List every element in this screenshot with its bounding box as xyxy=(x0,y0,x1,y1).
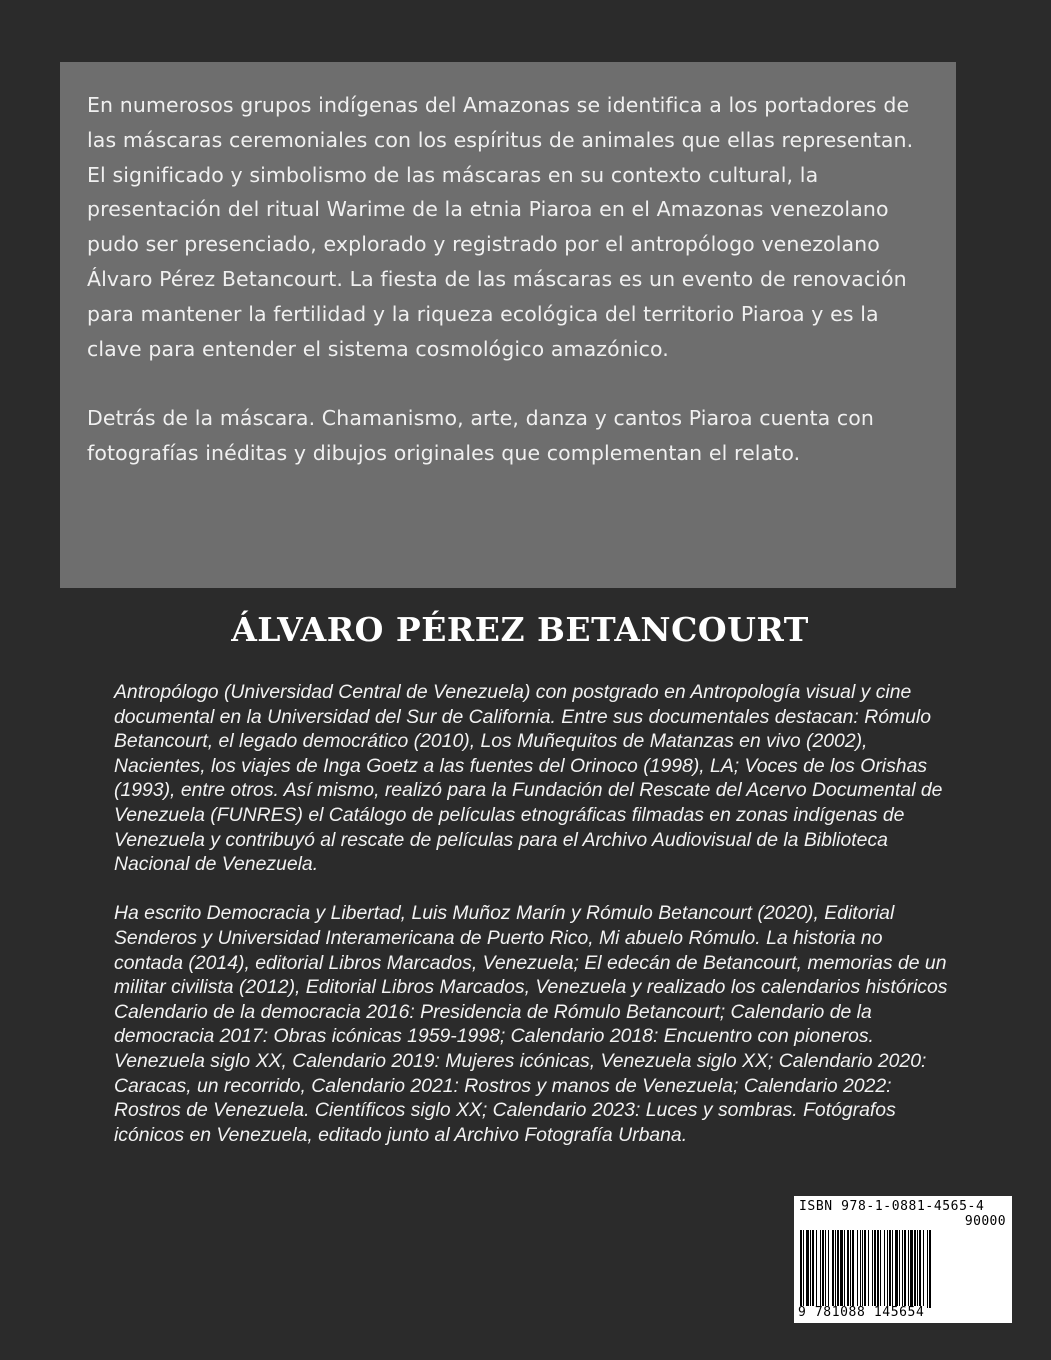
price-code: 90000 xyxy=(964,1214,1006,1229)
synopsis-paragraph-2: Detrás de la máscara. Chamanismo, arte, danza y cantos Piaroa cuenta con fotografías inéditas y dibujos originales que complementan el relato. xyxy=(87,406,875,465)
author-bio-paragraph-1: Antropólogo (Universidad Central de Venezuela) con postgrado en Antropología visual y cine documental en la Universidad del Sur de California. Entre sus documentales destacan: Rómulo Betancourt, el legado democrático (2010), Los Muñequitos de Matanzas en vivo (2002), Nacientes, los viajes de Inga Goetz a las fuentes del Orinoco (1998), LA; Voces de los Orishas (1993), entre otros. Así mismo, realizó para la Fundación del Rescate del Acervo Documental de Venezuela (FUNRES) el Catálogo de películas etnográficas filmadas en zonas indígenas de Venezuela y contribuyó al rescate de películas para el Archivo Audiovisual de la Biblioteca Nacional de Venezuela. xyxy=(114,681,943,876)
synopsis-paragraph-1: En numerosos grupos indígenas del Amazonas se identifica a los portadores de las máscaras ceremoniales con los espíritus de animales que ellas representan. El significado y simbolismo de las máscaras en su contexto cultural, la presentación del ritual Warime de la etnia Piaroa en el Amazonas venezolano pudo ser presenciado, explorado y registrado por el antropólogo venezolano Álvaro Pérez Betancourt. La fiesta de las máscaras es un evento de renovación para mantener la fertilidad y la riqueza ecológica del territorio Piaroa y es la clave para entender el sistema cosmológico amazónico. xyxy=(87,93,914,361)
isbn-barcode xyxy=(794,1196,1012,1323)
author-bio xyxy=(114,680,954,1147)
author-bio-paragraph-2: Ha escrito Democracia y Libertad, Luis Muñoz Marín y Rómulo Betancourt (2020), Editorial Senderos y Universidad Interamericana de Puerto Rico, Mi abuelo Rómulo. La historia no contada (2014), editorial Libros Marcados, Venezuela; El edecán de Betancourt, memorias de un militar civilista (2012), Editorial Libros Marcados, Venezuela y realizado los calendarios históricos Calendario de la democracia 2016: Presidencia de Rómulo Betancourt; Calendario de la democracia 2017: Obras icónicas 1959-1998; Calendario 2018: Encuentro con pioneros. Venezuela siglo XX, Calendario 2019: Mujeres icónicas, Venezuela siglo XX; Calendario 2020: Caracas, un recorrido, Calendario 2021: Rostros y manos de Venezuela; Calendario 2022: Rostros de Venezuela. Científicos siglo XX; Calendario 2023: Luces y sombras. Fotógrafos icónicos en Venezuela, editado junto al Archivo Fotografía Urbana. xyxy=(114,902,948,1146)
synopsis-box xyxy=(60,62,956,588)
barcode-bars xyxy=(800,1230,1004,1308)
author-name-heading: ÁLVARO PÉREZ BETANCOURT xyxy=(231,610,809,649)
isbn-label: ISBN 978-1-0881-4565-4 xyxy=(799,1199,985,1214)
ean-digits: 9 781088 145654 xyxy=(798,1305,925,1320)
